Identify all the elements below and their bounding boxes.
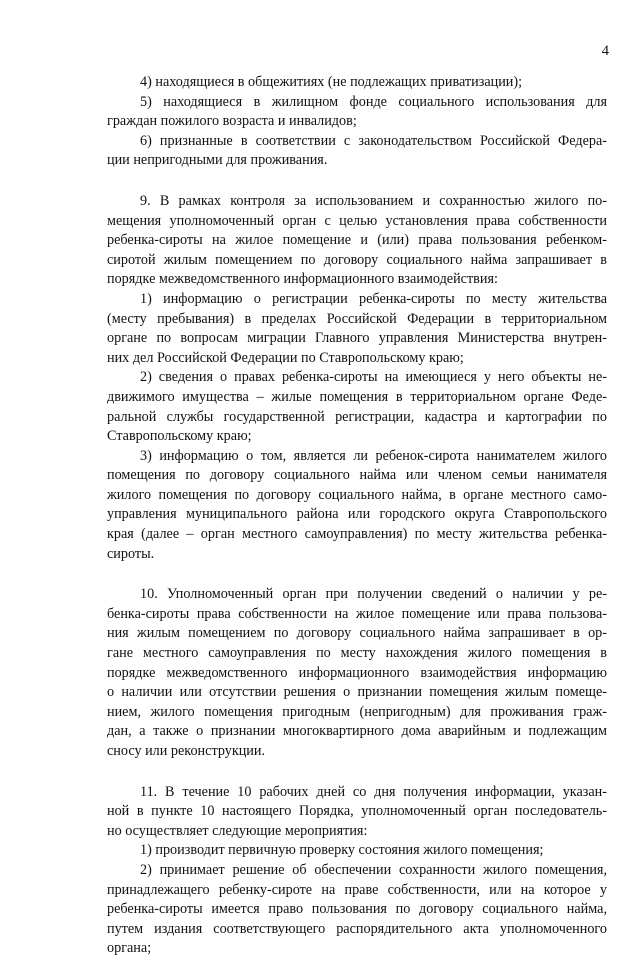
text-line: дан, а также о признании многоквартирного дома аварийным и подлежащим (107, 723, 607, 740)
text-line: граждан пожилого возраста и инвалидов; (107, 113, 357, 130)
text-line: ния жилым помещением по договору социального найма запрашивает в ор- (107, 625, 607, 642)
text-line: (месту пребывания) в пределах Российской Федерации в территориальном (107, 310, 607, 327)
text-line: помещения по договору социального найма или членом семьи нанимателя (107, 467, 607, 484)
paragraph (107, 368, 607, 446)
text-line: 3) информацию о том, является ли ребенок-сирота нанимателем жилого (140, 447, 607, 464)
text-line: ной в пункте 10 настоящего Порядка, уполномоченный орган последователь- (107, 803, 607, 820)
text-line: сироты. (107, 545, 155, 562)
text-line: бенка-сироты права собственности на жилое помещение или права пользова- (107, 605, 607, 622)
text-line: ребенка-сироты на жилое помещение и (или) права пользования ребенком- (107, 232, 607, 249)
text-line: 10. Уполномоченный орган при получении сведений о наличии у ре- (140, 586, 607, 603)
text-line: Ставропольскому краю; (107, 428, 252, 445)
text-line: но осуществляет следующие мероприятия: (107, 822, 368, 839)
text-line: 1) производит первичную проверку состояния жилого помещения; (140, 842, 544, 859)
text-line: путем издания соответствующего распорядительного акта уполномоченного (107, 920, 607, 937)
text-line: мещения уполномоченный орган с целью установления права собственности (107, 212, 607, 229)
text-line: ральной службы государственной регистрации, кадастра и картографии по (107, 408, 607, 425)
text-line: управления муниципального района или городского округа Ставропольского (107, 506, 607, 523)
text-line: 6) признанные в соответствии с законодательством Российской Федера- (140, 132, 607, 149)
paragraph-gap (107, 564, 607, 585)
paragraph (107, 192, 607, 290)
text-line: ции непригодными для проживания. (107, 152, 328, 169)
text-line: нием, жилого помещения пригодным (непригодным) для проживания граж- (107, 703, 607, 720)
text-line: порядке межведомственного информационного взаимодействия: (107, 271, 498, 288)
text-line: 1) информацию о регистрации ребенка-сироты по месту жительства (140, 290, 607, 307)
text-line: принадлежащего ребенку-сироте на праве собственности, или на которое у (107, 881, 607, 898)
text-line: органа; (107, 940, 152, 957)
text-line: 2) сведения о правах ребенка-сироты на имеющиеся у него объекты не- (140, 369, 607, 386)
text-line: сносу или реконструкции. (107, 743, 266, 759)
text-line: о наличии или отсутствии решения о признании помещения жилым помеще- (107, 684, 607, 701)
text-line: сиротой жилым помещением по договору социального найма запрашивает в (107, 251, 607, 268)
paragraph (107, 132, 607, 171)
text-line: порядке межведомственного информационного взаимодействия информацию (107, 664, 607, 681)
text-line: 11. В течение 10 рабочих дней со дня получения информации, указан- (140, 783, 607, 800)
text-line: края (далее – орган местного самоуправления) по месту жительства ребенка- (107, 526, 607, 543)
paragraph (107, 841, 607, 861)
text-line: жилого помещения по договору социального найма, в органе местного само- (107, 486, 607, 503)
paragraph (107, 447, 607, 565)
text-line: них дел Российской Федерации по Ставропольскому краю; (107, 349, 464, 366)
page-number: 4 (601, 43, 609, 59)
text-line: органе по вопросам миграции Главного управления Министерства внутрен- (107, 330, 607, 347)
text-line: 5) находящиеся в жилищном фонде социального использования для (140, 93, 607, 110)
paragraph (107, 585, 607, 761)
text-line: 4) находящиеся в общежитиях (не подлежащих приватизации); (140, 74, 523, 90)
text-line: 9. В рамках контроля за использованием и сохранностью жилого по- (140, 192, 607, 209)
paragraph-gap (107, 762, 607, 783)
text-line: 2) принимает решение об обеспечении сохранности жилого помещения, (140, 861, 607, 878)
paragraph (107, 861, 607, 959)
paragraph (107, 93, 607, 132)
text-line: ребенка-сироты имеется право пользования по договору социального найма, (107, 901, 607, 918)
paragraph-gap (107, 171, 607, 192)
text-line: гане местного самоуправления по месту нахождения жилого помещения в (107, 645, 607, 662)
paragraph (107, 290, 607, 368)
paragraph (107, 73, 607, 93)
text-line: движимого имущества – жилые помещения в территориальном органе Феде- (107, 388, 607, 405)
document-body (107, 73, 607, 959)
paragraph (107, 783, 607, 842)
